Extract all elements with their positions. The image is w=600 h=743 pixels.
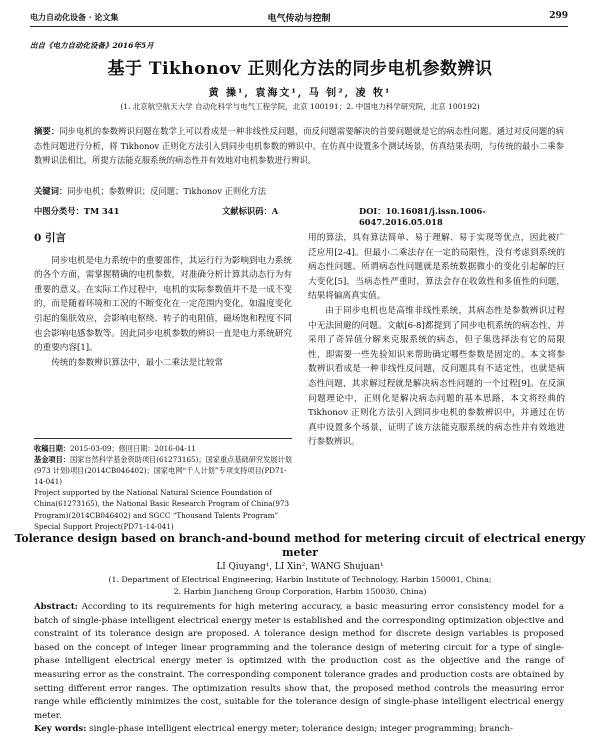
english-abstract: [34, 601, 564, 723]
keywords-zh-label: 关键词：: [34, 186, 68, 196]
left-column: [34, 231, 292, 370]
header-rule: [30, 26, 568, 27]
source-note: 出自《电力自动化设备》2016年5月: [30, 41, 154, 50]
english-keywords: [34, 724, 590, 734]
english-authors: LI Qiuyang¹, LI Xin², WANG Shujuan¹: [216, 562, 384, 572]
fund-label: 基金项目：: [34, 455, 70, 465]
received-line: [34, 443, 292, 454]
journal-header-left: 电力自动化设备 · 论文集: [30, 12, 119, 22]
keywords-zh: [34, 184, 564, 199]
header-section-title: 电气传动与控制: [267, 14, 331, 24]
english-abstract-text: According to its requirements for high metering accuracy, a basic measuring error consistency model for a batch of single-phase intelligent electrical energy meter is established and the corresponding optimization objective and constraint of its tolerance design are proposed. A tolerance design method for discrete design variables is proposed based on the concept of integer linear programming and the tolerance design of metering circuit for a type of single-phase intelligent electrical energy meter is optimized with the production cost as the objective and the range of measuring error as the constraint. The corresponding component tolerance grades and production costs are obtained by setting different error ranges. The optimization results show that, the proposed method controls the measuring error range while efficiently minimizes the cost, suitable for the tolerance design of single-phase intelligent electrical energy meter.: [34, 602, 565, 721]
keywords-zh-text: 同步电机；参数辨识；反问题；Tikhonov 正则化方法: [67, 186, 267, 196]
intro-paragraph-1: 同步电机是电力系统中的重要部件，其运行行为影响到电力系统的各个方面，需掌握精确的电机参数，对准确分析计算其动态行为有重要的意义。在实际工作过程中，电机的实际参数值并不是一成不变的，而是随着环境和工况的不断变化在一定范围内变化，如温度变化引起的集肤效应，会影响电枢绕、转子的电阻值，磁场饱和程度不同也会影响电感参数等。因此同步电机参数的辨识一直是电力系统研究的重要内容[1]。: [34, 255, 292, 354]
english-title: Tolerance design based on branch-and-bound method for metering circuit of electrical energy meter: [14, 532, 586, 559]
paper-authors: 黄 操¹, 袁海文¹, 马 钊², 凌 牧¹: [208, 88, 392, 99]
english-abstract-label: Abstract:: [34, 602, 78, 612]
right-column: [308, 231, 565, 450]
running-header: [30, 10, 568, 24]
received-label: 收稿日期：: [34, 444, 70, 453]
english-keywords-text: single-phase intelligent electrical energy meter; tolerance design; integer programming; branch-: [89, 724, 513, 734]
english-keywords-label: Key words:: [34, 724, 87, 734]
footnote-rule: [34, 438, 292, 439]
english-affiliation-1: (1. Department of Electrical Engineering, Harbin Institute of Technology, Harbin 150001, China;: [108, 575, 492, 584]
fund-en: Project supported by the National Natural Science Foundation of China(61273165), the National Basic Research Program of China(973 Program)(2014CB046402) and SGCC “Thousand Talents Program” Special Support Project(PD71-14-041): [34, 488, 290, 531]
intro-paragraph-2: 传统的参数辨识算法中，最小二乘法是比较常: [51, 357, 224, 368]
abstract-zh: [34, 124, 564, 168]
english-affiliation-2: 2. Harbin Jiancheng Group Corporation, Harbin 150030, China): [173, 587, 427, 596]
doi: DOI：10.16081/j.issn.1006-6047.2016.05.018: [359, 206, 486, 227]
clc-number: 中图分类号：TM 341: [34, 206, 120, 216]
paper-title: 基于 Tikhonov 正则化方法的同步电机参数辨识: [107, 59, 493, 79]
page-number: 299: [549, 11, 568, 21]
funding-footnote: [34, 443, 292, 532]
received-dates: 2015-03-09；修回日期：2016-04-11: [69, 444, 196, 453]
intro-paragraph-4: 由于同步电机也是高维非线性系统，其病态性是参数辨识过程中无法回避的问题。文献[6-8]都提到了同步电机系统的病态性，并采用了奇异值分解来克服系统的病态，但子集选择法有它的局限性，即需要一些先验知识来帮助确定哪些参数是固定的。本文将参数辨识看成是一种非线性反问题，反问题具有不适定性，也就是病态性问题，其求解过程就是解决病态性问题的一个过程[9]。在反演问题理论中，正则化是解决病态问题的基本思路，本文将经典的 Tikhonov 正则化方法引入到同步电机的参数辨识中，并通过在仿真中设置多个场景，证明了该方法能克服系统的病态性并有效地进行参数辨识。: [308, 305, 565, 448]
fund-zh-line: [34, 454, 292, 487]
paper-affiliation: (1. 北京航空航天大学 自动化科学与电气工程学院，北京 100191；2. 中国电力科学研究院，北京 100192): [120, 102, 480, 111]
intro-paragraph-3: 用的算法，具有算法简单、易于理解、易于实现等优点，因此被广泛应用[2-4]。但最小二乘法存在一定的局限性，没有考虑到系统的病态性问题。所谓病态性问题就是系统数据微小的变化引起解的巨大变化[5]，当病态性严重时，算法会存在收敛性和多值性的问题，结果将偏离真实值。: [308, 233, 565, 302]
abstract-zh-text: 同步电机的参数辨识问题在数学上可以看成是一种非线性反问题，而反问题需要解决的首要问题就是它的病态性问题。通过对反问题的病态性问题进行分析，将 Tikhonov 正则化方法引入到同步电机参数的辨识中。在仿真中设置多个测试场景，仿真结果表明，与传统的最小二乘参数辨识法相比，所提方法能克服系统的病态性并有效地对电机参数进行辨识。: [34, 126, 564, 165]
abstract-zh-label: 摘要：: [34, 126, 60, 136]
section-heading: 0 引言: [34, 232, 66, 244]
fund-zh: 国家自然科学基金资助项目(61273165)；国家重点基础研究发展计划(973 计划)项目(2014CB046402)；国家电网“千人计划”专项支持项目(PD71-14-041): [34, 455, 292, 487]
document-code: 文献标识码：A: [222, 206, 279, 216]
